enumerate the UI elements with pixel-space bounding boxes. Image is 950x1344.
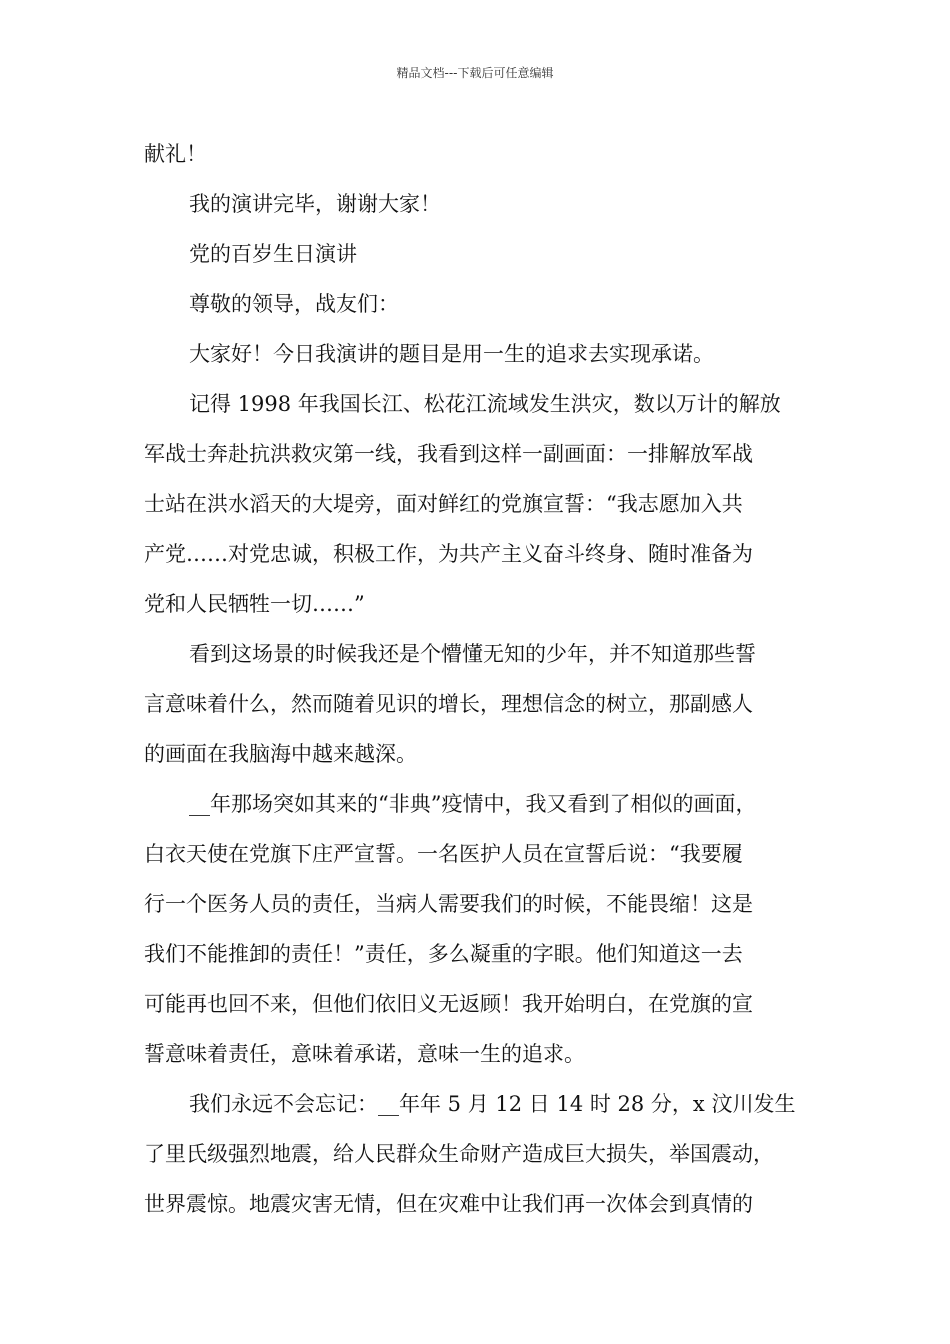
text-line: 白衣天使在党旗下庄严宣誓。一名医护人员在宣誓后说：“我要履 xyxy=(144,842,743,866)
page-header: 精品文档---下载后可任意编辑 xyxy=(396,66,554,80)
salutation: 尊敬的领导，战友们： xyxy=(189,292,399,316)
text-line: 大家好！今日我演讲的题目是用一生的追求去实现承诺。 xyxy=(189,342,714,366)
text-line: __年那场突如其来的“非典”疫情中，我又看到了相似的画面， xyxy=(189,792,757,816)
text-line: 产党……对党忠诚，积极工作，为共产主义奋斗终身、随时准备为 xyxy=(144,542,753,566)
text-line: 献礼！ xyxy=(144,142,207,166)
text-line: 看到这场景的时候我还是个懵懂无知的少年，并不知道那些誓 xyxy=(189,642,756,666)
text-line: 世界震惊。地震灾害无情，但在灾难中让我们再一次体会到真情的 xyxy=(144,1192,753,1216)
document-body xyxy=(144,129,808,1229)
text-line: 誓意味着责任，意味着承诺，意味一生的追求。 xyxy=(144,1042,585,1066)
text-line: 可能再也回不来，但他们依旧义无返顾！我开始明白，在党旗的宣 xyxy=(144,992,753,1016)
text-line: 我们不能推卸的责任！”责任，多么凝重的字眼。他们知道这一去 xyxy=(144,942,743,966)
text-line: 的画面在我脑海中越来越深。 xyxy=(144,742,417,766)
text-line: 我的演讲完毕，谢谢大家！ xyxy=(189,192,441,216)
section-title: 党的百岁生日演讲 xyxy=(189,242,357,266)
text-line: 党和人民牺牲一切……” xyxy=(144,592,365,616)
text-line: 记得 1998 年我国长江、松花江流域发生洪灾，数以万计的解放 xyxy=(189,392,781,416)
text-line: 军战士奔赴抗洪救灾第一线，我看到这样一副画面：一排解放军战 xyxy=(144,442,753,466)
text-line: 士站在洪水滔天的大堤旁，面对鲜红的党旗宣誓：“我志愿加入共 xyxy=(144,492,743,516)
text-line: 了里氏级强烈地震，给人民群众生命财产造成巨大损失，举国震动， xyxy=(144,1142,774,1166)
text-line: 我们永远不会忘记：__年年 5 月 12 日 14 时 28 分，x 汶川发生 xyxy=(189,1092,796,1116)
text-line: 言意味着什么，然而随着见识的增长，理想信念的树立，那副感人 xyxy=(144,692,753,716)
text-line: 行一个医务人员的责任，当病人需要我们的时候，不能畏缩！这是 xyxy=(144,892,753,916)
